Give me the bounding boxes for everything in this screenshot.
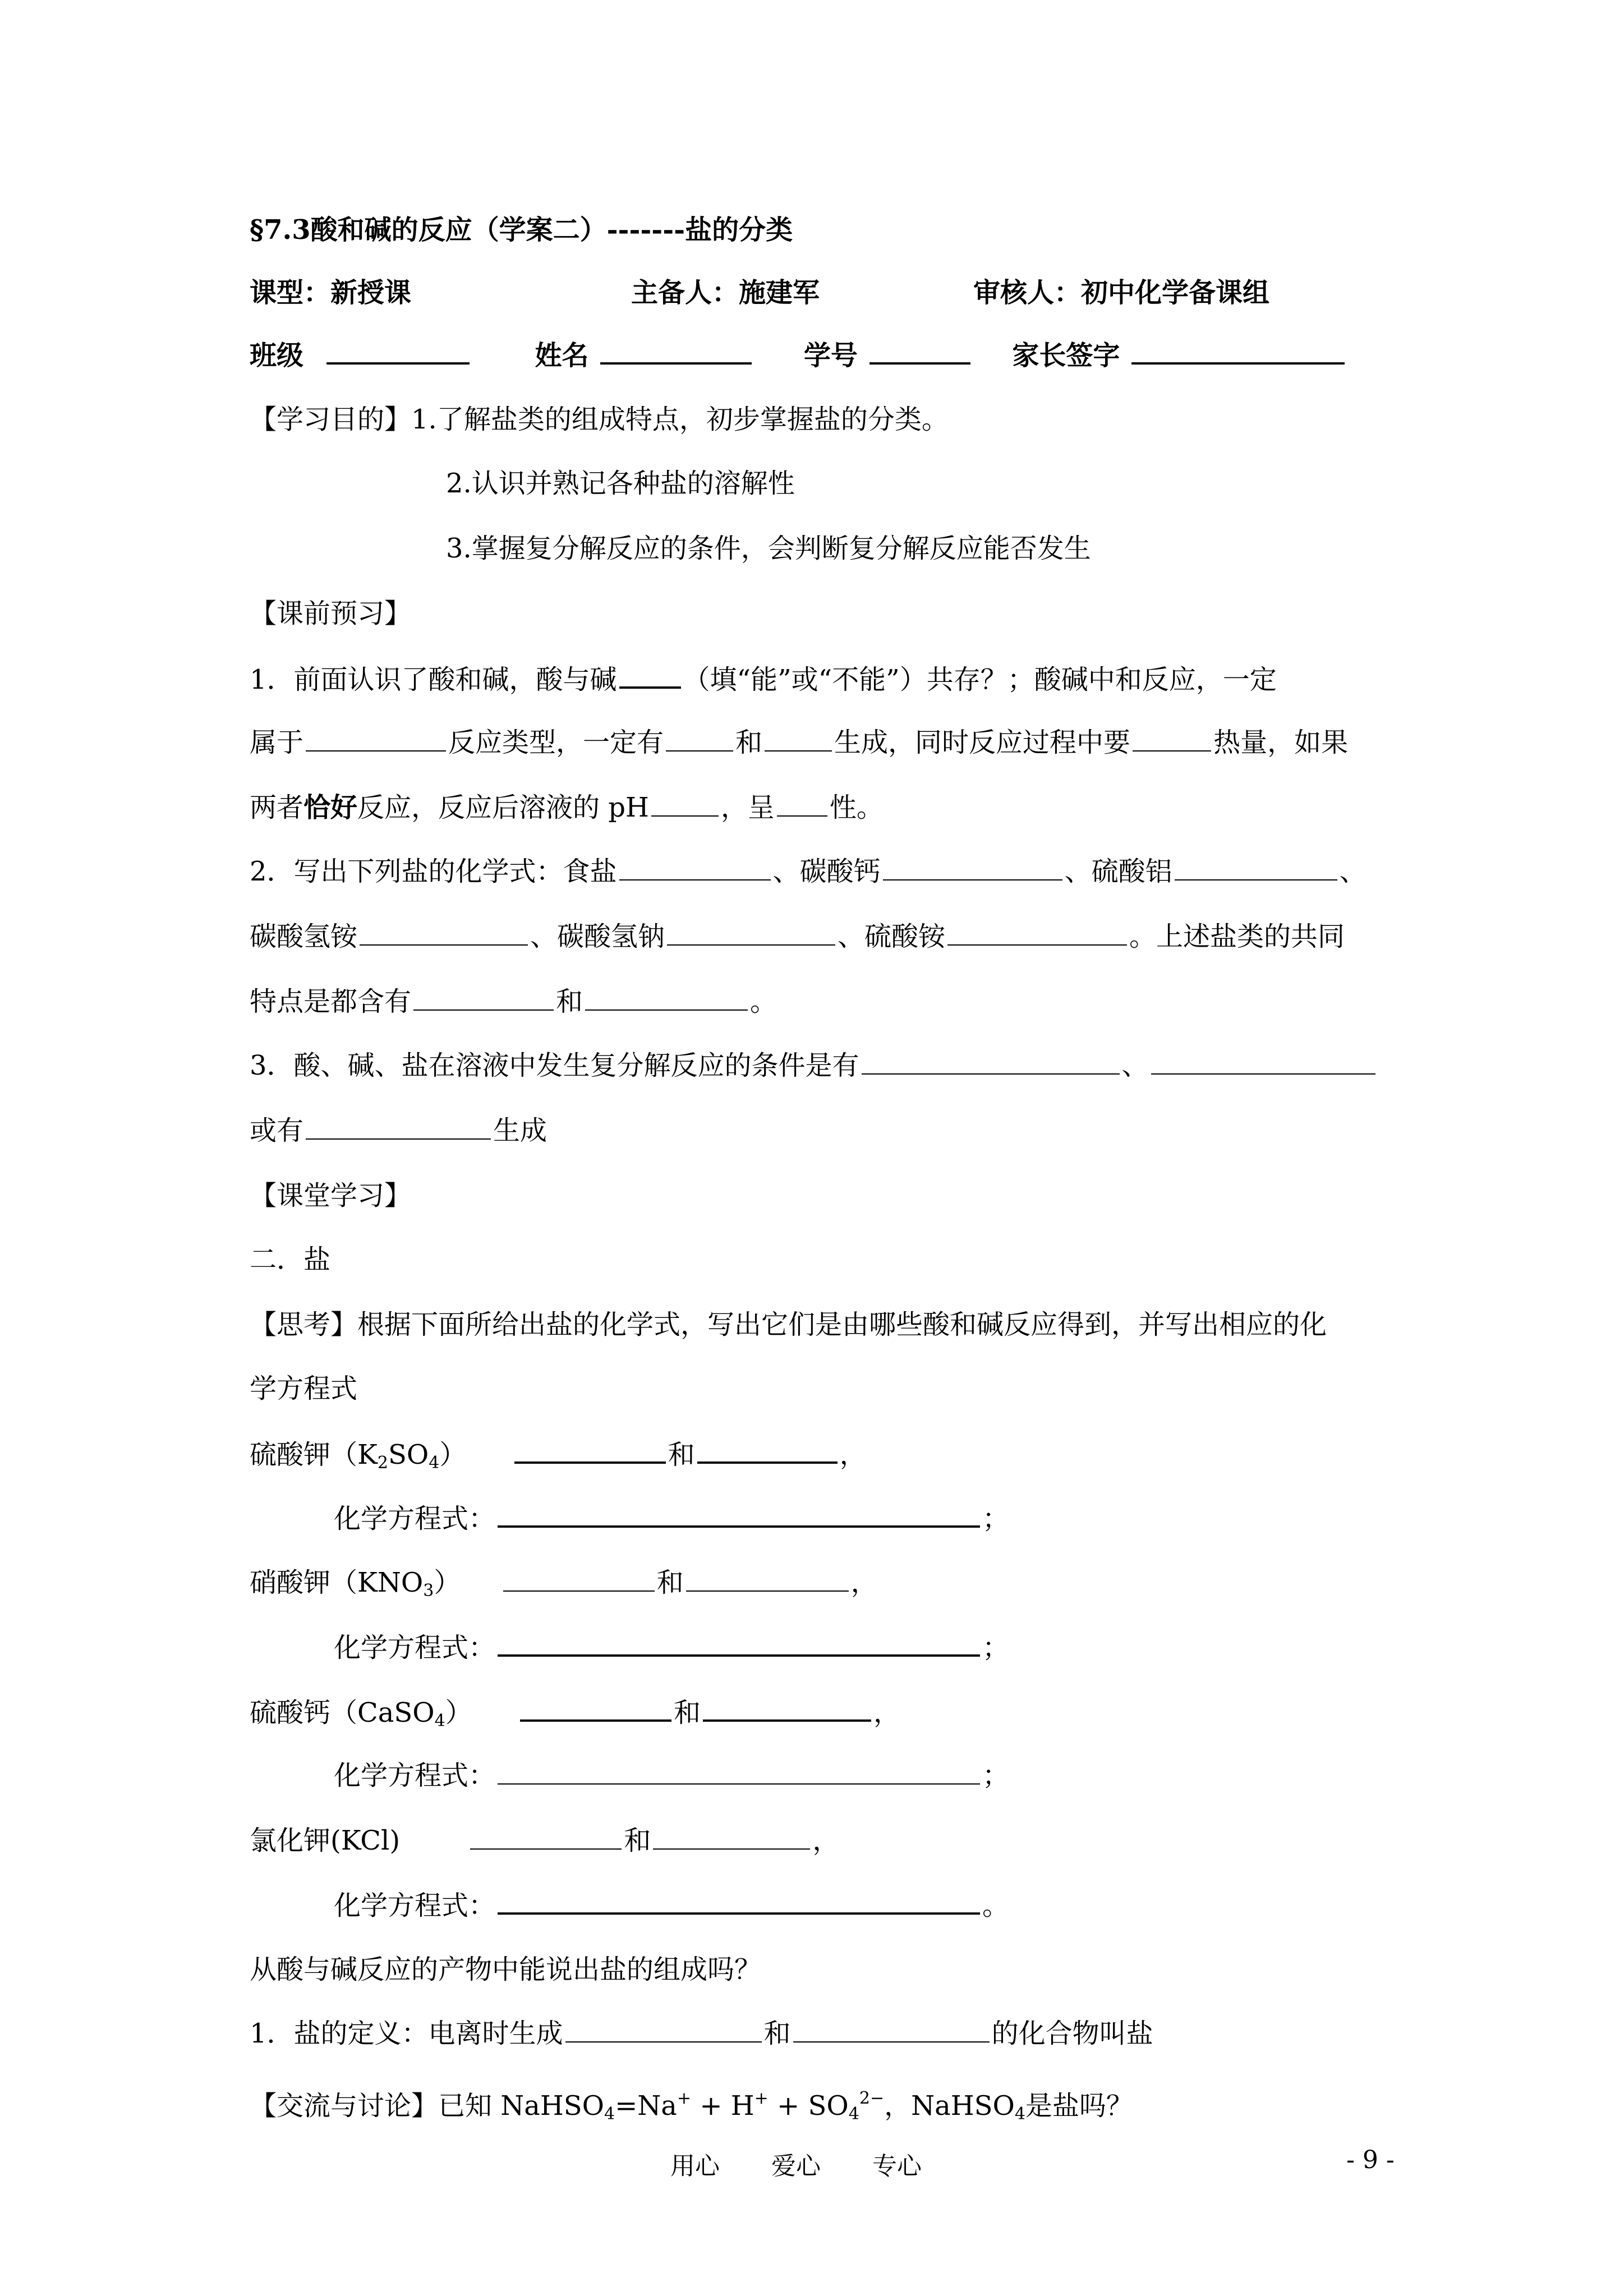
q1-blank-heat[interactable] (1133, 726, 1211, 751)
def-text-c: 的化合物叫盐 (991, 2018, 1153, 2049)
preview-q1-line3 (250, 791, 884, 824)
objective-3: 3.掌握复分解反应的条件，会判断复分解反应能否发生 (446, 533, 1091, 564)
q1-text-b: （填“能”或“不能”）共存？；酸碱中和反应，一定 (683, 664, 1277, 695)
discuss-sup3: 2− (859, 2088, 885, 2108)
salt-1-end: ） (439, 1439, 467, 1470)
number-label: 学号 (803, 340, 858, 371)
meta-type: 课型：新授课 (250, 277, 412, 308)
preview-q2-line1 (250, 855, 1367, 888)
discuss-sub1: 4 (604, 2104, 615, 2124)
q2-text-a: 2．写出下列盐的化学式：食盐 (250, 856, 617, 887)
page-number: - 9 - (1346, 2146, 1395, 2174)
discuss-sub3: 4 (1014, 2104, 1025, 2124)
salt-4-period: 。 (982, 1890, 1010, 1921)
salt-4-equation-blank[interactable] (498, 1888, 980, 1915)
q2-blank-sodium-bicarbonate[interactable] (667, 920, 835, 946)
q1-text-j: ，呈 (720, 792, 775, 823)
salt-2-acid-blank[interactable] (503, 1566, 655, 1592)
salt-2-equation-row (334, 1630, 1009, 1665)
class-label: 班级 (250, 340, 304, 371)
def-blank-2[interactable] (793, 2017, 990, 2043)
footer-motto-2: 爱心 (771, 2152, 821, 2180)
q1-text-k: 性。 (829, 792, 884, 823)
q3-text-a: 3．酸、碱、盐在溶液中发生复分解反应的条件是有 (250, 1050, 859, 1081)
salt-3-acid-blank[interactable] (520, 1695, 671, 1722)
def-text-b: 和 (763, 2018, 791, 2049)
salt-4-equation-row (334, 1888, 1009, 1922)
salt-2-base-blank[interactable] (686, 1566, 849, 1592)
classroom-heading: 【课堂学习】 (250, 1180, 412, 1211)
salt-3-eq-label: 化学方程式： (334, 1760, 496, 1791)
salt-1-comma: ， (839, 1439, 867, 1470)
salt-1-name: 硫酸钾（K (250, 1439, 378, 1470)
salt-4-comma: ， (812, 1825, 840, 1856)
q3-blank-condition1[interactable] (862, 1049, 1120, 1075)
q3-blank-condition2[interactable] (1151, 1049, 1375, 1075)
q2-blank-calcium-carbonate[interactable] (883, 855, 1062, 880)
preview-q2-line2 (250, 920, 1345, 953)
def-text-a: 1．盐的定义：电离时生成 (250, 2018, 563, 2049)
q1-text-a: 1．前面认识了酸和碱，酸与碱 (250, 664, 617, 695)
preview-q1-line2 (250, 726, 1348, 759)
composition-question: 从酸与碱反应的产物中能说出盐的组成吗？ (250, 1954, 762, 1985)
salt-2-semicolon: ； (982, 1632, 1010, 1663)
salt-4-acid-blank[interactable] (470, 1824, 622, 1850)
objectives-heading: 【学习目的】 (250, 404, 412, 435)
salt-3-and: 和 (673, 1697, 701, 1728)
preview-heading: 【课前预习】 (250, 598, 412, 629)
salt-4-eq-label: 化学方程式： (334, 1890, 496, 1921)
q2-blank-ammonium-bicarbonate[interactable] (360, 920, 528, 946)
salt-3-name: 硫酸钙（CaSO (250, 1697, 435, 1728)
preview-q1-line1 (250, 662, 1277, 697)
q3-text-b: 、 (1121, 1050, 1149, 1081)
salt-definition (250, 2017, 1153, 2050)
salt-row-1 (250, 1437, 867, 1480)
salt-4-base-blank[interactable] (653, 1824, 810, 1850)
objective-2: 2.认识并熟记各种盐的溶解性 (446, 468, 795, 499)
q1-text-c: 属于 (250, 727, 304, 758)
q2-text-e: 碳酸氢铵 (250, 921, 358, 952)
q2-text-c: 、硫酸铝 (1064, 856, 1172, 887)
salt-2-equation-blank[interactable] (498, 1630, 980, 1657)
salt-row-2 (250, 1566, 878, 1608)
name-label: 姓名 (535, 340, 589, 371)
preview-q2-line3 (250, 985, 777, 1018)
discussion-line (250, 2082, 1133, 2131)
salt-1-sub: 2 (377, 1453, 388, 1473)
q1-text-e: 和 (735, 727, 763, 758)
q1-text-i: 反应，反应后溶液的 pH (357, 792, 649, 823)
q1-text-h: 两者 (250, 792, 304, 823)
salt-1-and: 和 (668, 1439, 695, 1470)
q1-text-d: 反应类型，一定有 (448, 727, 664, 758)
q2-blank-aluminium-sulfate[interactable] (1175, 855, 1337, 880)
q3-text-c: 或有 (250, 1115, 304, 1146)
q1-blank-coexist[interactable] (619, 662, 681, 689)
salt-2-and: 和 (656, 1567, 684, 1598)
q1-blank-ph[interactable] (651, 791, 719, 817)
page-title: §7.3酸和碱的反应（学案二）-------盐的分类 (250, 214, 793, 246)
q2-text-d: 、 (1339, 856, 1367, 887)
discuss-f: 是盐吗？ (1025, 2090, 1133, 2122)
salt-3-sub: 4 (434, 1711, 445, 1731)
discuss-d: + SO (768, 2090, 849, 2122)
q3-text-d: 生成 (493, 1115, 548, 1146)
preview-q3-line2 (250, 1114, 547, 1147)
q2-text-j: 和 (556, 986, 583, 1017)
parent-sign-label: 家长签字 (1012, 340, 1120, 371)
discuss-c: + H (691, 2090, 755, 2122)
parent-sign-blank[interactable] (1131, 338, 1345, 365)
q2-blank-ammonium-sulfate[interactable] (947, 920, 1127, 946)
salt-row-3 (250, 1695, 900, 1738)
salt-3-equation-blank[interactable] (498, 1759, 980, 1785)
q2-text-k: 。 (750, 986, 778, 1017)
salt-1-sub2: 4 (429, 1453, 440, 1473)
salt-2-comma: ， (850, 1567, 878, 1598)
think-line-2: 学方程式 (250, 1373, 358, 1404)
salt-2-sub: 3 (423, 1581, 434, 1601)
objectives-line-1 (250, 403, 949, 436)
discuss-sub2: 4 (848, 2104, 859, 2124)
salt-1-mid: SO (388, 1439, 429, 1470)
salt-1-semicolon: ； (982, 1503, 1010, 1534)
salt-3-semicolon: ； (982, 1760, 1010, 1791)
q2-blank-common2[interactable] (585, 985, 748, 1011)
section-salt: 二．盐 (250, 1244, 331, 1275)
def-blank-1[interactable] (565, 2017, 762, 2043)
meta-preparer: 主备人：施建军 (631, 277, 820, 308)
q1-blank-reaction-type[interactable] (306, 726, 446, 751)
salt-3-comma: ， (873, 1697, 900, 1728)
number-blank[interactable] (869, 338, 970, 365)
footer-motto-1: 用心 (670, 2152, 720, 2180)
q2-text-b: 、碳酸钙 (772, 856, 881, 887)
objective-1: 1.了解盐类的组成特点，初步掌握盐的分类。 (411, 404, 949, 435)
salt-3-equation-row (334, 1759, 1009, 1792)
meta-reviewer: 审核人：初中化学备课组 (973, 277, 1270, 308)
salt-1-equation-row (334, 1501, 1009, 1536)
q3-blank-condition3[interactable] (306, 1114, 491, 1140)
q2-text-h: 。上述盐类的共同 (1129, 921, 1345, 952)
q2-blank-table-salt[interactable] (619, 855, 771, 880)
salt-1-equation-blank[interactable] (498, 1501, 980, 1528)
salt-row-4 (250, 1824, 839, 1857)
salt-1-base-blank[interactable] (697, 1437, 838, 1464)
salt-2-eq-label: 化学方程式： (334, 1632, 496, 1663)
salt-2-name: 硝酸钾（KNO (250, 1567, 424, 1598)
salt-4-name: 氯化钾(KCl) (250, 1825, 401, 1856)
discuss-sup2: + (754, 2088, 769, 2108)
class-blank[interactable] (326, 338, 470, 365)
q2-blank-common1[interactable] (413, 985, 554, 1011)
salt-2-end: ） (434, 1567, 461, 1598)
q1-text-f: 生成，同时反应过程中要 (834, 727, 1131, 758)
student-fields-row (250, 338, 1347, 372)
discuss-a: 【交流与讨论】已知 NaHSO (250, 2090, 604, 2122)
salt-1-acid-blank[interactable] (514, 1437, 666, 1464)
q1-blank-product1[interactable] (666, 726, 733, 751)
preview-q3-line1 (250, 1049, 1378, 1082)
q1-text-bold: 恰好 (303, 792, 358, 823)
discuss-e: ，NaHSO (884, 2090, 1015, 2122)
discuss-sup1: + (677, 2088, 692, 2108)
q1-blank-product2[interactable] (765, 726, 832, 751)
q2-text-i: 特点是都含有 (250, 986, 412, 1017)
salt-1-eq-label: 化学方程式： (334, 1503, 496, 1534)
salt-3-end: ） (445, 1697, 472, 1728)
name-blank[interactable] (600, 338, 752, 365)
footer-motto-3: 专心 (872, 2152, 922, 2180)
q1-blank-property[interactable] (777, 791, 827, 817)
q2-text-g: 、硫酸铵 (838, 921, 946, 952)
think-line-1: 【思考】根据下面所给出盐的化学式，写出它们是由哪些酸和碱反应得到，并写出相应的化 (250, 1309, 1327, 1340)
q2-text-f: 、碳酸氢钠 (530, 921, 665, 952)
salt-4-and: 和 (624, 1825, 651, 1856)
discuss-b: =Na (615, 2090, 677, 2122)
q1-text-g: 热量，如果 (1213, 727, 1349, 758)
salt-3-base-blank[interactable] (703, 1695, 871, 1722)
